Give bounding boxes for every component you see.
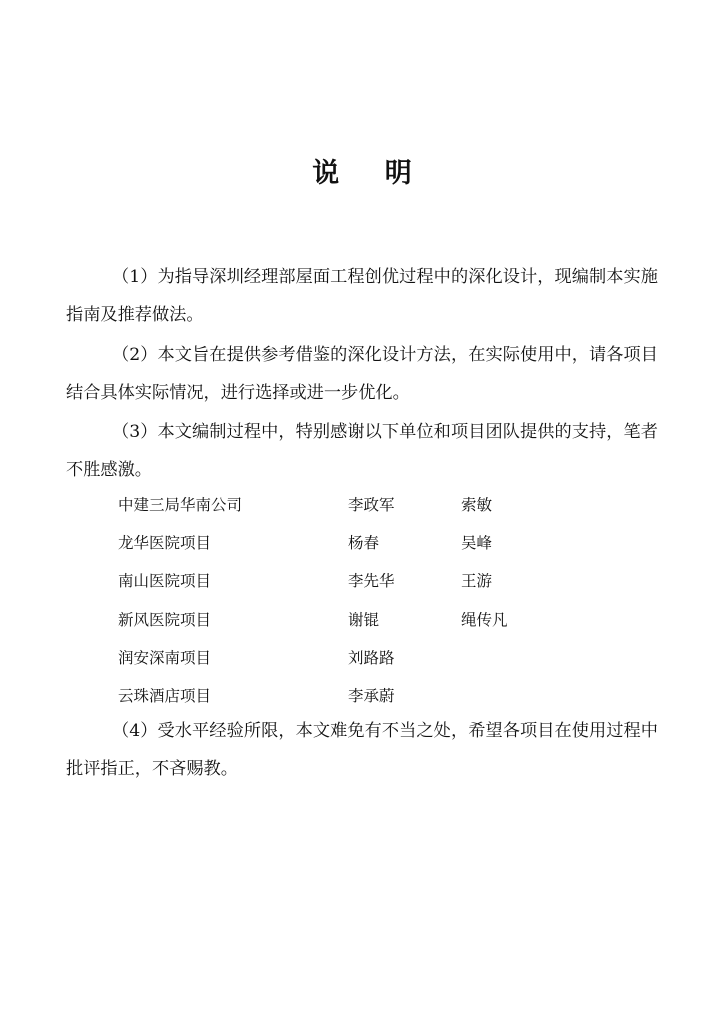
- team-person: 李先华: [348, 572, 395, 591]
- team-org: 龙华医院项目: [118, 534, 212, 553]
- list-item: [118, 486, 598, 524]
- team-org: 南山医院项目: [118, 572, 212, 591]
- team-org: 云珠酒店项目: [118, 686, 212, 705]
- team-person: 绳传凡: [461, 610, 508, 629]
- team-person: 索敏: [461, 496, 493, 514]
- list-item: [118, 562, 598, 600]
- team-person: 谢锟: [348, 610, 380, 629]
- paragraph-2: （2）本文旨在提供参考借鉴的深化设计方法，在实际使用中，请各项目结合具体实际情况，进行选择或进一步优化。: [66, 345, 658, 403]
- acknowledgement-list: [118, 486, 598, 715]
- paragraph-4: （4）受水平经验所限，本文难免有不当之处，希望各项目在使用过程中批评指正，不吝赐教。: [66, 721, 658, 779]
- team-person: 刘路路: [348, 648, 395, 667]
- list-item: [118, 524, 598, 562]
- list-item: [118, 601, 598, 639]
- team-org: 中建三局华南公司: [118, 496, 243, 514]
- paragraph-1: （1）为指导深圳经理部屋面工程创优过程中的深化设计，现编制本实施指南及推荐做法。: [66, 267, 658, 325]
- team-person: 吴峰: [461, 534, 493, 553]
- team-org: 新风医院项目: [118, 610, 212, 629]
- team-org: 润安深南项目: [118, 648, 212, 667]
- paragraph-3: （3）本文编制过程中，特别感谢以下单位和项目团队提供的支持，笔者不胜感激。: [66, 422, 658, 480]
- team-person: 李政军: [348, 496, 395, 514]
- page-title: 说 明: [312, 158, 430, 189]
- team-person: 杨春: [348, 534, 380, 553]
- list-item: [118, 677, 598, 715]
- team-person: 王游: [461, 572, 493, 591]
- team-person: 李承蔚: [348, 686, 395, 705]
- list-item: [118, 639, 598, 677]
